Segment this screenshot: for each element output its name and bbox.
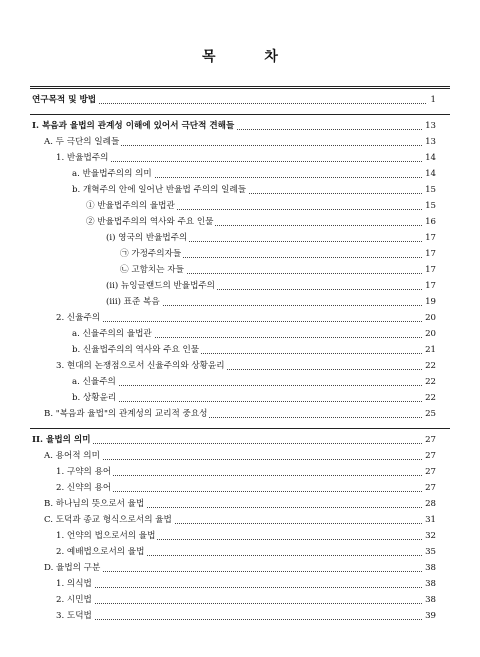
toc-entry-page: 22 (425, 377, 436, 387)
toc-entry (0, 248, 480, 261)
toc-entry-label: A. 용어적 의미 (44, 451, 100, 461)
toc-entry-page: 39 (425, 611, 436, 621)
toc-entry-page: 31 (425, 515, 436, 525)
dot-leader (56, 161, 426, 162)
toc-entry (0, 434, 480, 447)
toc-entry (0, 562, 480, 575)
toc-entry-page: 15 (425, 201, 436, 211)
toc-entry-page: 13 (425, 121, 436, 131)
toc-entry-label: 2. 시민법 (56, 595, 92, 605)
toc-entry-label: 2. 신약의 용어 (56, 483, 112, 493)
page-title: 목 차 (202, 49, 300, 65)
toc-entry-label: B. "복음과 율법"의 관계성의 교리적 중요성 (44, 409, 208, 419)
toc-entry (0, 376, 480, 389)
dot-leader (56, 587, 426, 588)
toc-entry-label: 1. 반율법주의 (56, 153, 109, 163)
toc-entry-label: (iii) 표준 복음 (106, 297, 160, 307)
dot-leader (56, 603, 426, 604)
toc-entry (0, 280, 480, 293)
toc-entry (0, 136, 480, 149)
toc-entry-label: C. 도덕과 종교 형식으로서의 율법 (44, 515, 172, 525)
toc-entry-page: 21 (425, 345, 436, 355)
toc-entry-label: 3. 현대의 논쟁점으로서 신율주의와 상황윤리 (56, 361, 225, 371)
toc-entry-label: B. 하나님의 뜻으로서 율법 (44, 499, 145, 509)
toc-entry (0, 94, 480, 107)
toc-entry (0, 408, 480, 421)
toc-entry-page: 19 (425, 297, 436, 307)
toc-entry (0, 296, 480, 309)
toc-entry (0, 466, 480, 479)
toc-entry-label: (i) 영국의 반율법주의 (106, 233, 188, 243)
toc-entry-label: ㉡ 고함치는 자들 (120, 265, 184, 275)
toc-entry-label: 2. 예배법으로서의 율법 (56, 547, 145, 557)
dot-leader (72, 385, 426, 386)
toc-entry-page: 22 (425, 393, 436, 403)
section-rule (30, 114, 450, 115)
dot-leader (56, 321, 426, 322)
toc-entry-label: A. 두 극단의 일례들 (44, 137, 120, 147)
section-rule (30, 428, 450, 429)
toc-entry-label: II. 율법의 의미 (32, 435, 91, 445)
toc-entry-label: 1. 의식법 (56, 579, 92, 589)
toc-entry (0, 578, 480, 591)
toc-entry (0, 546, 480, 559)
toc-entry (0, 216, 480, 229)
toc-entry-page: 32 (425, 531, 436, 541)
toc-entry-page: 27 (425, 467, 436, 477)
toc-entry-label: 1. 언약의 법으로서의 율법 (56, 531, 156, 541)
toc-entry-page: 14 (425, 169, 436, 179)
toc-entry-page: 20 (425, 329, 436, 339)
toc-entry (0, 152, 480, 165)
toc-entry (0, 328, 480, 341)
toc-entry-label: b. 개혁주의 안에 일어난 반율법 주의의 일례들 (72, 185, 247, 195)
toc-entry (0, 450, 480, 463)
toc-entry-page: 15 (425, 185, 436, 195)
toc-entry (0, 482, 480, 495)
toc-entry-page: 17 (425, 233, 436, 243)
toc-entry (0, 360, 480, 373)
toc-entry-page: 17 (425, 249, 436, 259)
toc-entry (0, 344, 480, 357)
toc-entry (0, 184, 480, 197)
toc-entry-label: 1. 구약의 용어 (56, 467, 112, 477)
toc-entry-page: 16 (425, 217, 436, 227)
toc-entry-label: 3. 도덕법 (56, 611, 92, 621)
toc-entry-page: 1 (430, 95, 436, 105)
toc-entry (0, 498, 480, 511)
toc-entry-label: a. 신율주의의 율법관 (72, 329, 152, 339)
toc-entry-page: 27 (425, 435, 436, 445)
toc-entry (0, 264, 480, 277)
toc-entry-page: 27 (425, 483, 436, 493)
toc-entry-label: 2. 신율주의 (56, 313, 101, 323)
dot-leader (56, 619, 426, 620)
toc-entry-label: 연구목적 및 방법 (32, 95, 97, 105)
toc-entry-page: 22 (425, 361, 436, 371)
toc-entry-page: 28 (425, 499, 436, 509)
toc-entry-label: a. 반율법주의의 의미 (72, 169, 152, 179)
toc-entry (0, 168, 480, 181)
toc-entry-page: 38 (425, 595, 436, 605)
title-rule (30, 86, 450, 89)
toc-entry (0, 312, 480, 325)
toc-entry-label: b. 신율법주의의 역사와 주요 인물 (72, 345, 200, 355)
toc-entry-page: 17 (425, 281, 436, 291)
toc-entry (0, 610, 480, 623)
toc-entry-page: 14 (425, 153, 436, 163)
toc-entry-label: (ii) 뉴잉글랜드의 반율법주의 (106, 281, 215, 291)
toc-entry (0, 594, 480, 607)
toc-entry (0, 200, 480, 213)
toc-entry (0, 514, 480, 527)
toc-entry-label: ① 반율법주의의 율법관 (86, 201, 175, 211)
toc-entry (0, 232, 480, 245)
toc-entry-page: 25 (425, 409, 436, 419)
toc-entry-label: I. 복음과 율법의 관계성 이해에 있어서 극단적 견해들 (32, 121, 235, 131)
toc-entry-label: a. 신율주의 (72, 377, 116, 387)
dot-leader (72, 401, 426, 402)
toc-entry-page: 17 (425, 265, 436, 275)
toc-entry-page: 35 (425, 547, 436, 557)
toc-entry (0, 120, 480, 133)
toc-entry-label: D. 율법의 구분 (44, 563, 101, 573)
toc-entry (0, 392, 480, 405)
toc-entry-label: ② 반율법주의의 역사와 주요 인물 (86, 217, 214, 227)
toc-entry-page: 27 (425, 451, 436, 461)
toc-entry-label: b. 상황윤리 (72, 393, 117, 403)
toc-entry-label: ㉠ 가정주의자들 (120, 249, 182, 259)
toc-entry-page: 38 (425, 563, 436, 573)
toc-entry-page: 38 (425, 579, 436, 589)
toc-entry-page: 13 (425, 137, 436, 147)
toc-entry (0, 530, 480, 543)
toc-entry-page: 20 (425, 313, 436, 323)
